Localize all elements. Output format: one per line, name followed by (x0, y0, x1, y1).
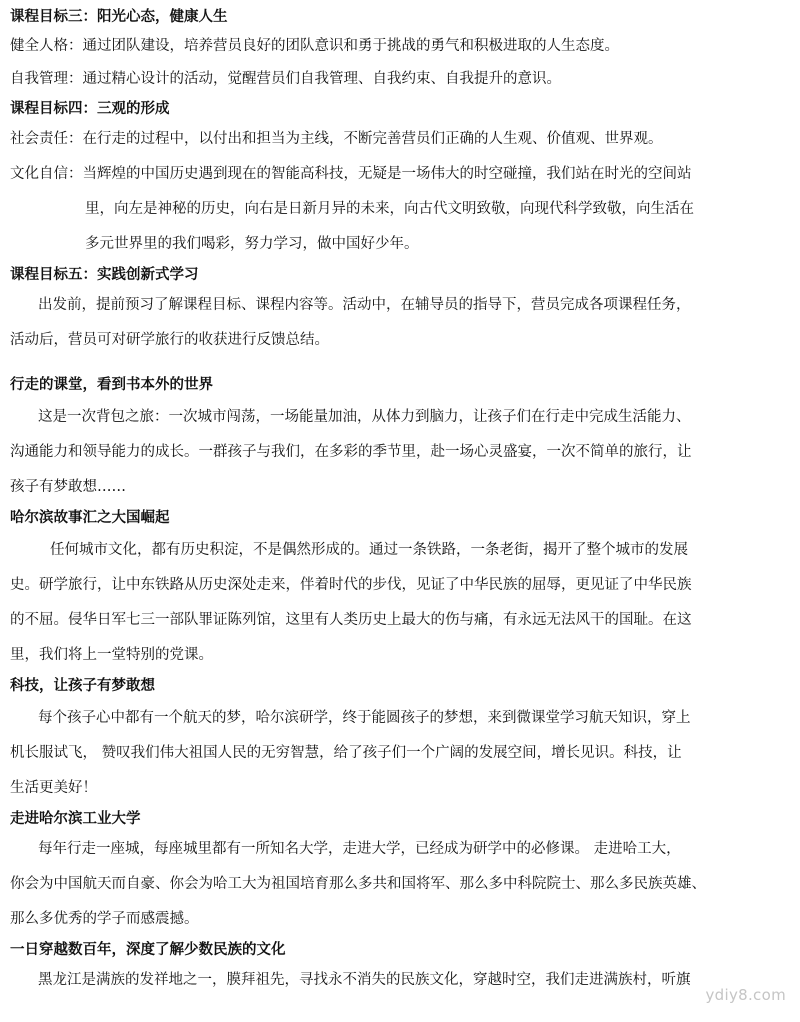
goal4-line-3: 里，向左是神秘的历史，向右是日新月异的未来，向古代文明致敬，向现代科学致敬，向生活在 (85, 201, 694, 217)
goal5-heading: 课程目标五：实践创新式学习 (10, 267, 199, 283)
goal5-line-1: 出发前，提前预习了解课程目标、课程内容等。活动中，在辅导员的指导下，营员完成各项课程任务， (38, 297, 691, 313)
science-heading: 科技，让孩子有梦敢想 (10, 678, 155, 694)
ethnic-heading: 一日穿越数百年，深度了解少数民族的文化 (10, 942, 286, 958)
document-page (10, 4, 792, 998)
goal3-line-2: 自我管理：通过精心设计的活动，觉醒营员们自我管理、自我约束、自我提升的意识。 (10, 71, 561, 87)
classroom-heading: 行走的课堂，看到书本外的世界 (10, 377, 213, 393)
hit-line-2: 你会为中国航天而自豪、你会为哈工大为祖国培育那么多共和国将军、那么多中科院院士、那么多民族英雄、 (10, 876, 706, 892)
ethnic-line-1: 黑龙江是满族的发祥地之一，膜拜祖先，寻找永不消失的民族文化，穿越时空，我们走进满族村，听旗 (38, 972, 691, 988)
classroom-line-3: 孩子有梦敢想…… (10, 479, 126, 495)
hit-line-1: 每年行走一座城，每座城里都有一所知名大学，走进大学，已经成为研学中的必修课。 走进哈工大， (38, 841, 681, 857)
harbin-heading: 哈尔滨故事汇之大国崛起 (10, 510, 170, 526)
section-spacer (10, 358, 792, 372)
goal3-heading: 课程目标三：阳光心态，健康人生 (10, 9, 228, 25)
harbin-line-2: 史。研学旅行，让中东铁路从历史深处走来，伴着时代的步伐，见证了中华民族的屈辱，更见证了中华民族 (10, 577, 692, 593)
harbin-line-1: 任何城市文化，都有历史积淀，不是偶然形成的。通过一条铁路，一条老街，揭开了整个城市的发展 (50, 542, 688, 558)
goal4-line-1: 社会责任：在行走的过程中，以付出和担当为主线，不断完善营员们正确的人生观、价值观、世界观。 (10, 131, 663, 147)
harbin-line-3: 的不屈。侵华日军七三一部队罪证陈列馆，这里有人类历史上最大的伤与痛，有永远无法风干的国耻。在这 (10, 612, 692, 628)
hit-line-3: 那么多优秀的学子而感震撼。 (10, 911, 199, 927)
goal4-line-4: 多元世界里的我们喝彩，努力学习，做中国好少年。 (85, 236, 419, 252)
watermark-text: ydiy8.com (705, 986, 786, 1004)
science-line-2: 机长服试飞， 赞叹我们伟大祖国人民的无穷智慧，给了孩子们一个广阔的发展空间，增长见识。科技，让 (10, 745, 682, 761)
goal4-line-2: 文化自信：当辉煌的中国历史遇到现在的智能高科技，无疑是一场伟大的时空碰撞，我们站在时光的空间站 (10, 166, 692, 182)
science-line-1: 每个孩子心中都有一个航天的梦，哈尔滨研学，终于能圆孩子的梦想，来到微课堂学习航天知识，穿上 (38, 710, 691, 726)
goal4-heading: 课程目标四：三观的形成 (10, 101, 170, 117)
harbin-line-4: 里，我们将上一堂特别的党课。 (10, 647, 213, 663)
hit-heading: 走进哈尔滨工业大学 (10, 811, 141, 827)
classroom-line-2: 沟通能力和领导能力的成长。一群孩子与我们，在多彩的季节里，赴一场心灵盛宴，一次不简单的旅行，让 (10, 444, 692, 460)
classroom-line-1: 这是一次背包之旅：一次城市闯荡，一场能量加油，从体力到脑力，让孩子们在行走中完成生活能力、 (38, 409, 691, 425)
science-line-3: 生活更美好！ (10, 780, 97, 796)
goal3-line-1: 健全人格：通过团队建设，培养营员良好的团队意识和勇于挑战的勇气和积极进取的人生态度。 (10, 38, 619, 54)
goal5-line-2: 活动后，营员可对研学旅行的收获进行反馈总结。 (10, 332, 329, 348)
